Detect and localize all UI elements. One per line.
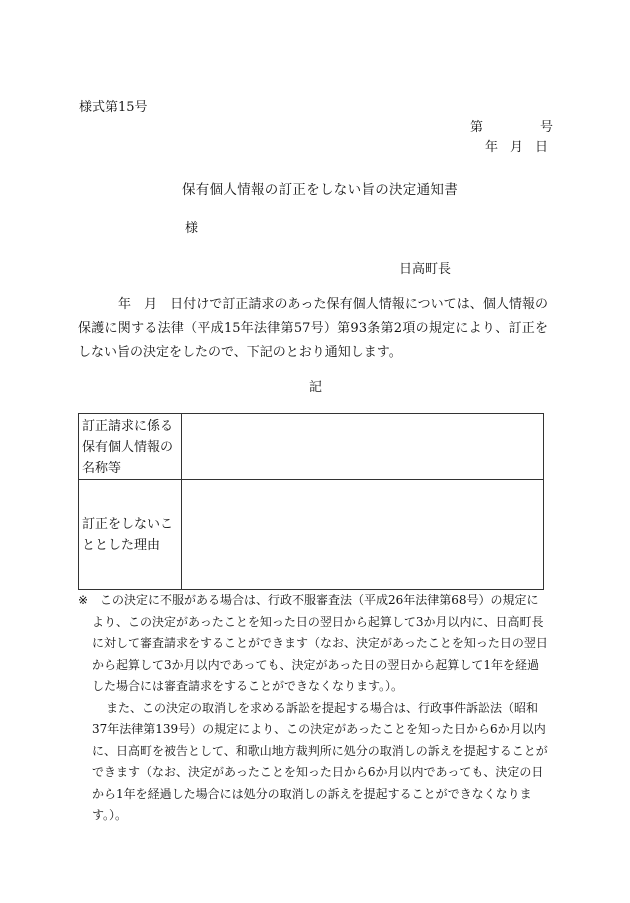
note-appeal-text: この決定に不服がある場合は、行政不服審査法（平成26年法律第68号）の規定により、この決定があったことを知った日の翌日から起算して3か月以内に、日高町長に対して審査請求をすることができます（なお、決定があったことを知った日の翌日から起算して3か月以内であっても、決定があった日の翌日から起算して1年を経過した場合には審査請求をすることができなくなります。）。	[92, 593, 548, 693]
date-day: 日	[535, 140, 549, 155]
decision-details-table	[78, 413, 544, 590]
note-lawsuit: また、この決定の取消しを求める訴訟を提起する場合は、行政事件訴訟法（昭和37年法律第139号）の規定により、この決定があったことを知った日から6か月以内に、日高町を被告として、和歌山地方裁判所に処分の取消しの訴えを提起することができます（なお、決定があったことを知った日から6か月以内であっても、決定の日から1年を経過した場合には処分の取消しの訴えを提起することができなくなります。）。	[92, 700, 548, 822]
form-number: 様式第15号	[79, 100, 148, 115]
table-label-reason: 訂正をしないこととした理由	[79, 480, 182, 590]
ki-heading: 記	[309, 380, 323, 395]
table-value-reason	[182, 480, 544, 590]
note-mark: ※	[78, 593, 89, 607]
note-appeal	[78, 590, 548, 698]
table-value-info-name	[182, 414, 544, 480]
table-row	[79, 480, 544, 590]
table-label-info-name: 訂正請求に係る保有個人情報の名称等	[79, 414, 182, 480]
addressee-suffix: 様	[185, 221, 199, 236]
issue-date	[485, 136, 548, 155]
date-month: 月	[510, 140, 524, 155]
date-year: 年	[485, 140, 499, 155]
document-title: 保有個人情報の訂正をしない旨の決定通知書	[182, 182, 458, 198]
sender-name: 日高町長	[399, 262, 452, 277]
notification-body: 年 月 日付けで訂正請求のあった保有個人情報については、個人情報の保護に関する法律（平成15年法律第57号）第93条第2項の規定により、訂正をしない旨の決定をしたので、下記のとおり通知します。	[78, 297, 548, 360]
document-number-suffix: 号	[540, 120, 554, 135]
notes-section	[78, 590, 548, 827]
document-number-prefix: 第	[470, 120, 484, 135]
table-row	[79, 414, 544, 480]
